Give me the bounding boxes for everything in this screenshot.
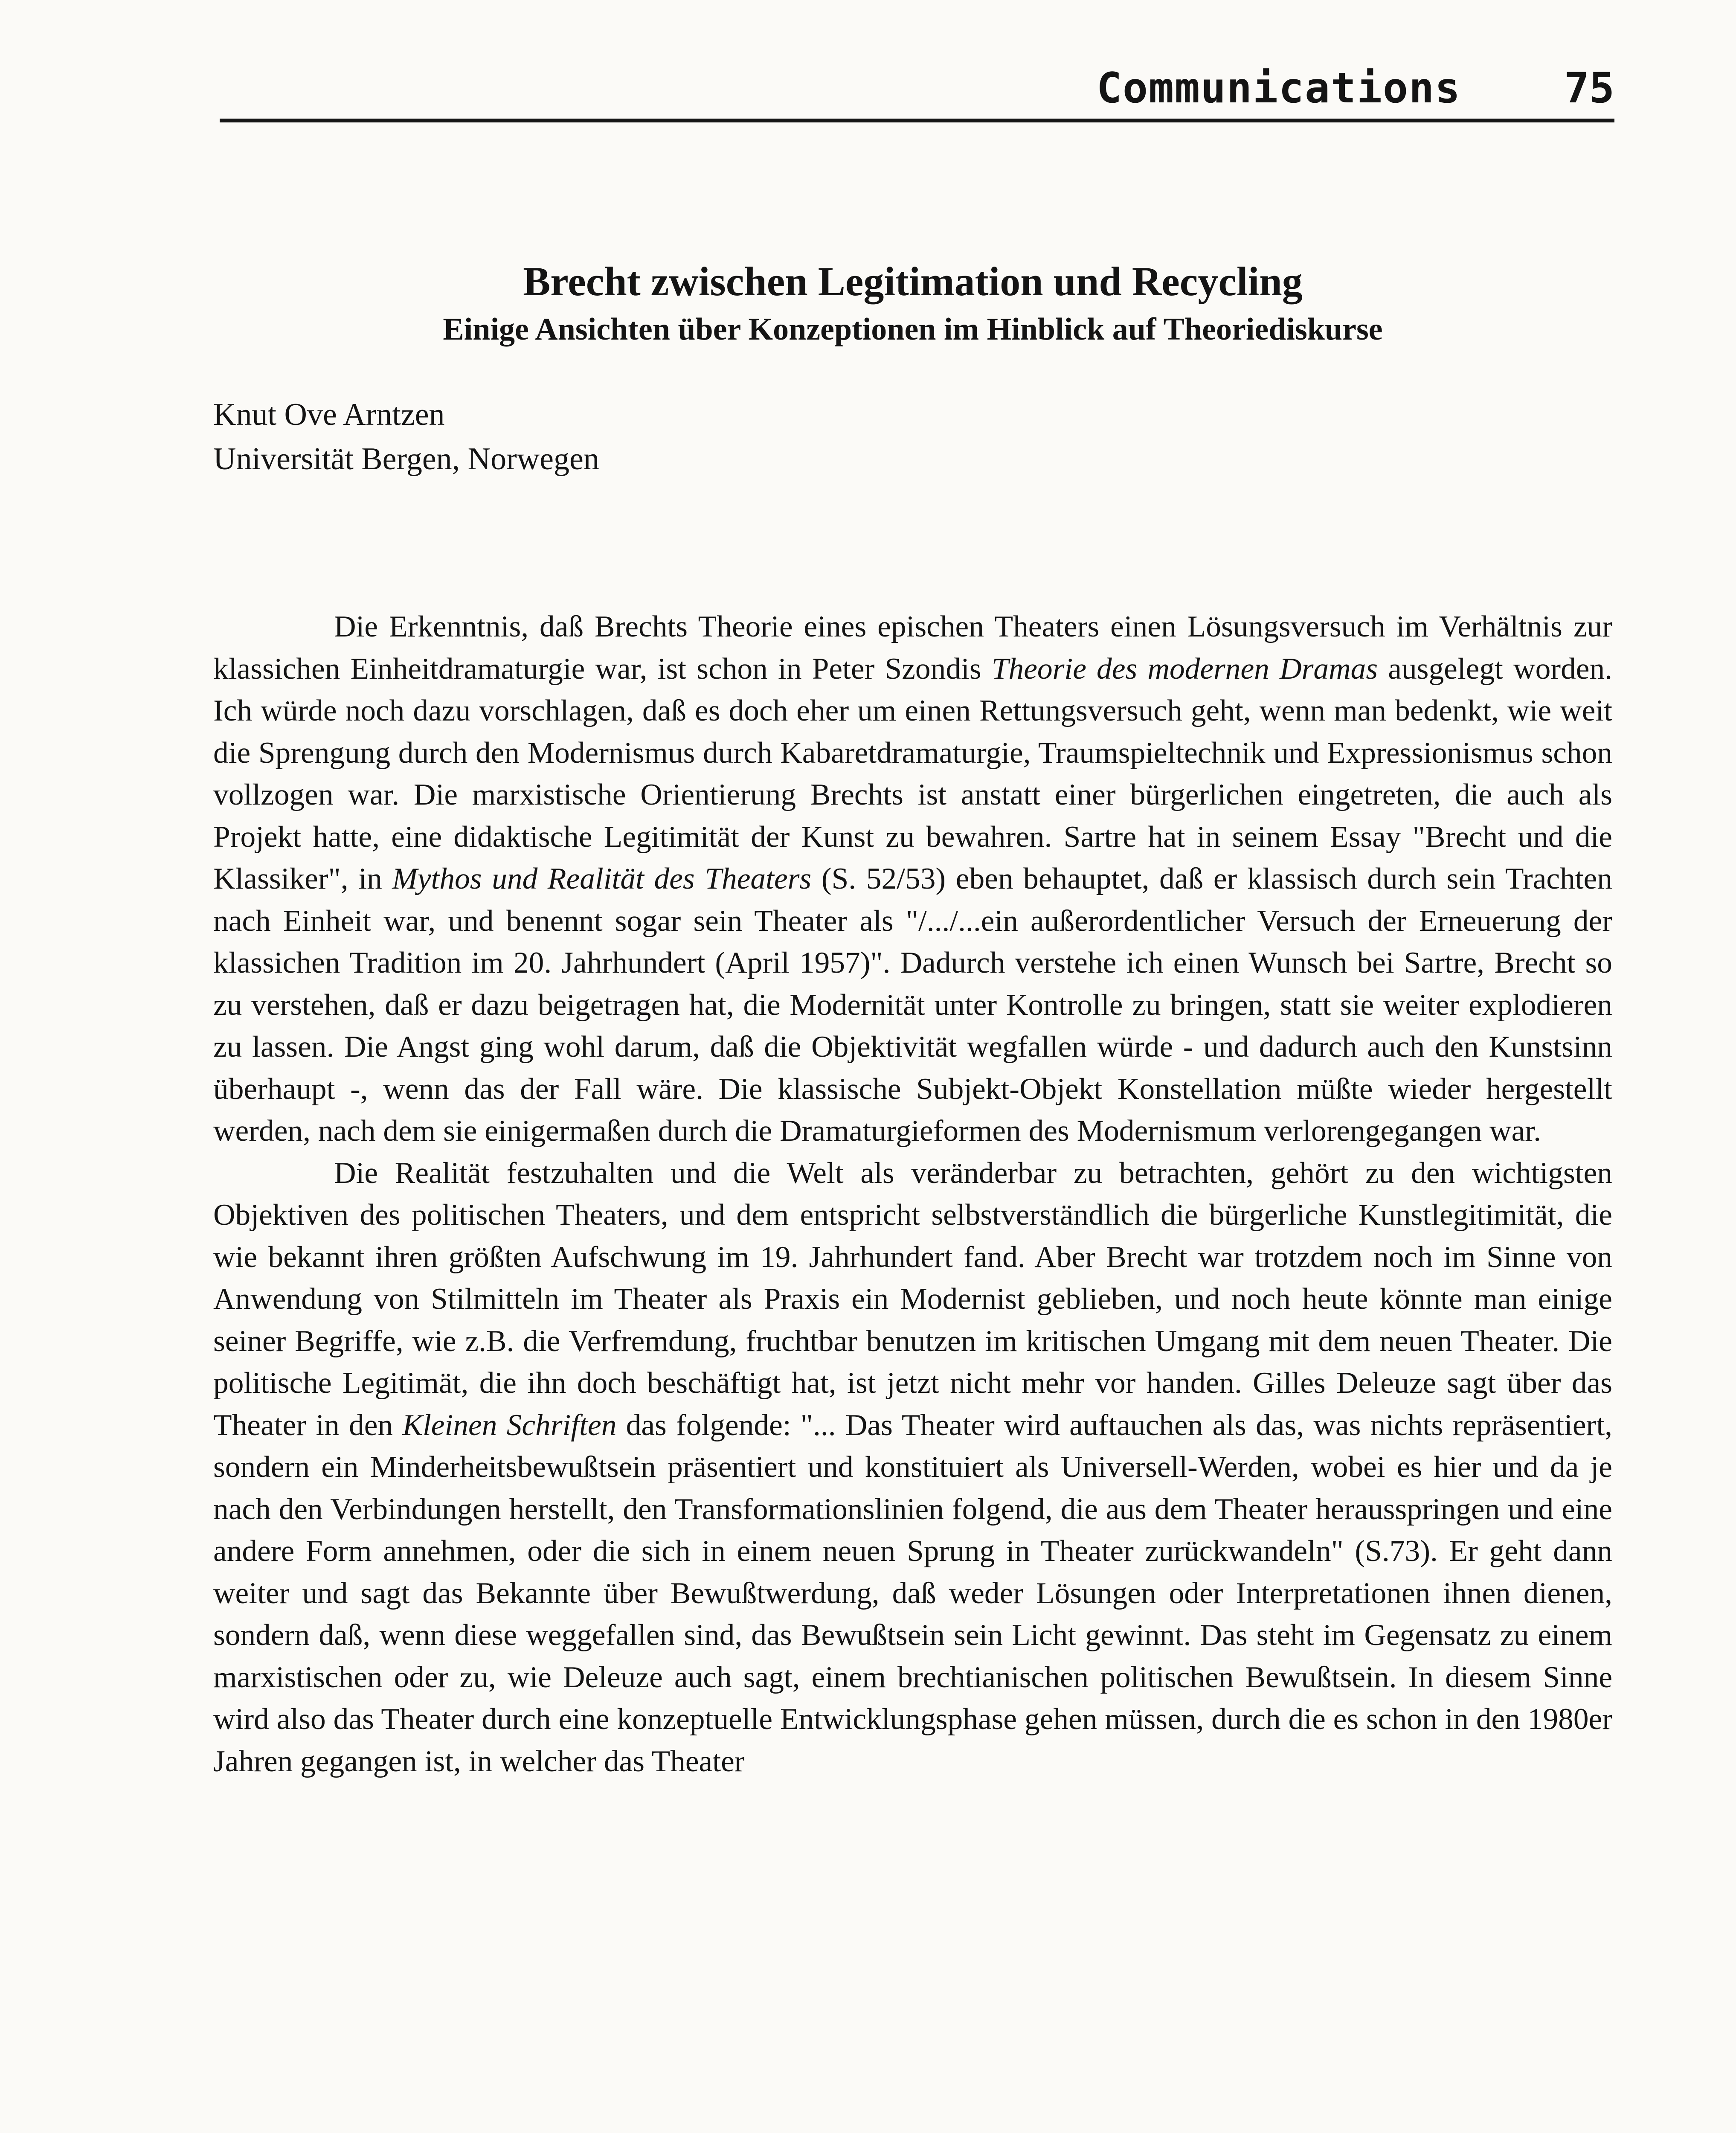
work-title-sartre: Mythos und Realität des Theaters bbox=[392, 862, 812, 895]
article-body bbox=[213, 606, 1612, 1782]
article-subtitle: Einige Ansichten über Konzeptionen im Hinblick auf Theoriediskurse bbox=[443, 312, 1383, 347]
paragraph-1-text-c: (S. 52/53) eben behauptet, daß er klassisch durch sein Trachten nach Einheit war, und benennt sogar sein Theater als "/.../...ein außerordentlicher Versuch der Erneuerung der klassichen Tradition im 20. Jahrhundert (April 1957)". Dadurch verstehe ich einen Wunsch bei Sartre, Brecht so zu verstehen, daß er dazu beigetragen hat, die Modernität unter Kontrolle zu bringen, statt sie weiter explodieren zu lassen. Die Angst ging wohl darum, daß die Objektivität wegfallen würde - und dadurch auch den Kunstsinn überhaupt -, wenn das der Fall wäre. Die klassische Subjekt-Objekt Konstellation müßte wieder hergestellt werden, nach dem sie einigermaßen durch die Dramaturgieformen des Modernismum verlorengegangen war. bbox=[213, 862, 1612, 1148]
paragraph-2 bbox=[213, 1152, 1612, 1783]
article-title: Brecht zwischen Legitimation und Recycling bbox=[523, 259, 1303, 304]
author-affiliation: Universität Bergen, Norwegen bbox=[213, 442, 599, 477]
paragraph-2-text-a: Die Realität festzuhalten und die Welt als veränderbar zu betrachten, gehört zu den wichtigsten Objektiven des politischen Theaters, und dem entspricht selbstverständlich die bürgerliche Kunstlegitimität, die wie bekannt ihren größten Aufschwung im 19. Jahrhundert fand. Aber Brecht war trotzdem noch im Sinne von Anwendung von Stilmitteln im Theater als Praxis ein Modernist geblieben, und noch heute könnte man einige seiner Begriffe, wie z.B. die Verfremdung, fruchtbar benutzen im kritischen Umgang mit dem neuen Theater. Die politische Legitimät, die ihn doch beschäftigt hat, ist jetzt nicht mehr vor handen. Gilles Deleuze sagt über das Theater in den bbox=[213, 1156, 1612, 1442]
work-title-deleuze: Kleinen Schriften bbox=[402, 1408, 617, 1442]
paragraph-1-text-b: ausgelegt worden. Ich würde noch dazu vorschlagen, daß es doch eher um einen Rettungsversuch geht, wenn man bedenkt, wie weit die Sprengung durch den Modernismus durch Kabaretdramaturgie, Traumspieltechnik und Expressionismus schon vollzogen war. Die marxistische Orientierung Brechts ist anstatt einer bürgerlichen eingetreten, die auch als Projekt hatte, eine didaktische Legitimität der Kunst zu bewahren. Sartre hat in seinem Essay "Brecht und die Klassiker", in bbox=[213, 651, 1612, 895]
paragraph-1 bbox=[213, 606, 1612, 1152]
work-title-szondi: Theorie des modernen Dramas bbox=[991, 651, 1378, 686]
running-header bbox=[220, 64, 1614, 113]
paragraph-1-text-a: Die Erkenntnis, daß Brechts Theorie eines epischen Theaters einen Lösungsversuch im Verhältnis zur klassichen Einheitdramaturgie war, ist schon in Peter Szondis bbox=[213, 610, 1612, 686]
header-section-title: Communications bbox=[1096, 64, 1461, 113]
header-rule bbox=[220, 119, 1614, 122]
page-number: 75 bbox=[1564, 64, 1614, 113]
author-name: Knut Ove Arntzen bbox=[213, 397, 445, 432]
paragraph-2-text-b: das folgende: "... Das Theater wird auftauchen als das, was nichts repräsentiert, sondern ein Minderheitsbewußtsein präsentiert und konstituiert als Universell-Werden, wobei es hier und da je nach den Verbindungen herstellt, den Transformationslinien folgend, die aus dem Theater herausspringen und eine andere Form annehmen, oder die sich in einem neuen Sprung in Theater zurückwandeln" (S.73). Er geht dann weiter und sagt das Bekannte über Bewußtwerdung, daß weder Lösungen oder Interpretationen ihnen dienen, sondern daß, wenn diese weggefallen sind, das Bewußtsein sein Licht gewinnt. Das steht im Gegensatz zu einem marxistischen oder zu, wie Deleuze auch sagt, einem brechtianischen politischen Bewußtsein. In diesem Sinne wird also das Theater durch eine konzeptuelle Entwicklungsphase gehen müssen, durch die es schon in den 1980er Jahren gegangen ist, in welcher das Theater bbox=[213, 1408, 1612, 1778]
author-block bbox=[213, 392, 599, 481]
